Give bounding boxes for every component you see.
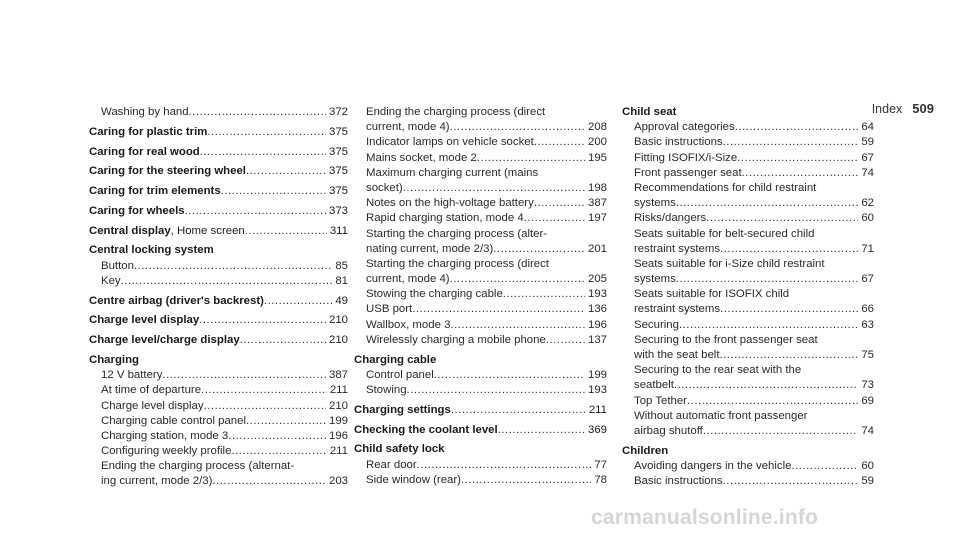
entry-label: Centre airbag (driver's backrest) bbox=[89, 294, 264, 307]
entry-label: 12 V battery bbox=[101, 369, 163, 382]
index-entry bbox=[89, 414, 348, 429]
index-heading bbox=[89, 204, 348, 219]
entry-page-number: 199 bbox=[328, 414, 348, 427]
entry-page-number: 62 bbox=[861, 197, 874, 210]
entry-label: Indicator lamps on vehicle socket bbox=[366, 136, 534, 149]
entry-page-number: 69 bbox=[861, 394, 874, 407]
index-heading bbox=[89, 243, 348, 258]
dot-leader bbox=[207, 125, 326, 140]
entry-label: Recommendations for child restraint bbox=[634, 181, 817, 194]
entry-page-number: 387 bbox=[328, 369, 348, 382]
entry-label: Side window (rear) bbox=[366, 473, 461, 486]
dot-leader bbox=[676, 196, 859, 211]
index-column-1 bbox=[89, 105, 348, 490]
dot-leader bbox=[264, 294, 332, 309]
entry-label: seatbelt bbox=[634, 379, 674, 392]
page-header bbox=[872, 101, 934, 116]
index-entry bbox=[354, 333, 607, 348]
entry-page-number: 81 bbox=[335, 274, 348, 287]
dot-leader bbox=[723, 474, 859, 489]
dot-leader bbox=[679, 318, 858, 333]
entry-page-number: 369 bbox=[587, 423, 607, 436]
entry-label: Charging cable control panel bbox=[101, 414, 247, 427]
index-entry bbox=[354, 181, 607, 196]
entry-page-number: 197 bbox=[587, 212, 607, 225]
index-entry bbox=[354, 166, 607, 181]
index-entry bbox=[89, 383, 348, 398]
index-entry bbox=[354, 227, 607, 242]
dot-leader bbox=[742, 166, 859, 181]
entry-label: Rapid charging station, mode 4 bbox=[366, 212, 524, 225]
entry-label: Charging cable bbox=[354, 353, 437, 366]
entry-label: Front passenger seat bbox=[634, 166, 742, 179]
dot-leader bbox=[246, 164, 326, 179]
entry-label: nating current, mode 2/3) bbox=[366, 242, 494, 255]
entry-label: Central locking system bbox=[89, 244, 214, 257]
index-entry bbox=[622, 348, 874, 363]
index-entry bbox=[354, 242, 607, 257]
dot-leader bbox=[185, 204, 326, 219]
entry-label: Securing to the front passenger seat bbox=[634, 333, 818, 346]
dot-leader bbox=[674, 378, 858, 393]
index-heading bbox=[89, 145, 348, 160]
entry-page-number: 67 bbox=[861, 151, 874, 164]
entry-label: Charging bbox=[89, 353, 139, 366]
entry-page-number: 201 bbox=[587, 242, 607, 255]
index-entry bbox=[89, 259, 348, 274]
entry-page-number: 211 bbox=[329, 384, 348, 397]
dot-leader bbox=[407, 383, 585, 398]
entry-page-number: 66 bbox=[861, 303, 874, 316]
dot-leader bbox=[450, 272, 585, 287]
dot-leader bbox=[498, 423, 585, 438]
entry-label: Caring for wheels bbox=[89, 204, 185, 217]
index-entry bbox=[622, 135, 874, 150]
index-entry bbox=[622, 459, 874, 474]
entry-page-number: 210 bbox=[328, 334, 348, 347]
index-entry bbox=[622, 211, 874, 226]
dot-leader bbox=[200, 145, 326, 160]
dot-leader bbox=[231, 444, 326, 459]
entry-page-number: 74 bbox=[861, 166, 874, 179]
entry-label: Charging station, mode 3 bbox=[101, 429, 229, 442]
dot-leader bbox=[503, 287, 585, 302]
entry-label: Charge level display bbox=[89, 314, 200, 327]
entry-label: Wallbox, mode 3 bbox=[366, 318, 451, 331]
dot-leader bbox=[719, 348, 858, 363]
index-entry bbox=[89, 399, 348, 414]
dot-leader bbox=[417, 458, 592, 473]
entry-label: systems bbox=[634, 197, 676, 210]
dot-leader bbox=[403, 181, 585, 196]
entry-label: Button bbox=[101, 259, 134, 272]
entry-label: Starting the charging process (alter- bbox=[366, 227, 548, 240]
entry-page-number: 210 bbox=[328, 399, 348, 412]
dot-leader bbox=[199, 313, 326, 328]
entry-page-number: 200 bbox=[587, 136, 607, 149]
entry-page-number: 59 bbox=[861, 475, 874, 488]
watermark: carmanualsonline.info bbox=[591, 506, 819, 529]
index-heading bbox=[89, 125, 348, 140]
entry-label: Stowing bbox=[366, 383, 407, 396]
entry-page-number: 375 bbox=[328, 185, 348, 198]
index-entry bbox=[354, 383, 607, 398]
dot-leader bbox=[546, 333, 585, 348]
entry-label: Seats suitable for ISOFIX child bbox=[634, 288, 790, 301]
dot-leader bbox=[134, 259, 332, 274]
index-entry bbox=[89, 474, 348, 489]
entry-label: Basic instructions bbox=[634, 475, 723, 488]
entry-label: restraint systems bbox=[634, 303, 721, 316]
entry-label: Notes on the high-voltage battery bbox=[366, 197, 534, 210]
index-entry bbox=[354, 287, 607, 302]
dot-leader bbox=[737, 151, 858, 166]
dot-leader bbox=[676, 272, 859, 287]
index-entry bbox=[89, 274, 348, 289]
entry-label: Child seat bbox=[622, 106, 677, 118]
dot-leader bbox=[246, 414, 326, 429]
dot-leader bbox=[534, 196, 585, 211]
entry-page-number: 64 bbox=[861, 121, 874, 134]
dot-leader bbox=[735, 120, 859, 135]
index-entry bbox=[622, 181, 874, 196]
index-entry bbox=[354, 120, 607, 135]
dot-leader bbox=[221, 184, 326, 199]
entry-label: Mains socket, mode 2 bbox=[366, 151, 477, 164]
index-entry bbox=[89, 459, 348, 474]
index-heading bbox=[89, 164, 348, 179]
entry-label: ing current, mode 2/3) bbox=[101, 475, 213, 488]
dot-leader bbox=[245, 224, 327, 239]
entry-page-number: 375 bbox=[328, 125, 348, 138]
index-entry bbox=[354, 473, 607, 488]
entry-page-number: 387 bbox=[587, 197, 607, 210]
entry-label: Central display, Home screen bbox=[89, 224, 245, 237]
index-entry bbox=[354, 105, 607, 120]
index-column-3 bbox=[622, 105, 874, 489]
index-heading bbox=[354, 353, 607, 368]
entry-page-number: 59 bbox=[861, 136, 874, 149]
index-entry bbox=[354, 368, 607, 383]
index-entry bbox=[89, 105, 348, 120]
entry-label: Risks/dangers bbox=[634, 212, 707, 225]
entry-label: Seats suitable for belt-secured child bbox=[634, 227, 815, 240]
page-number: 509 bbox=[912, 101, 934, 116]
index-entry bbox=[622, 196, 874, 211]
entry-label: Ending the charging process (alternat- bbox=[101, 460, 295, 473]
index-heading bbox=[89, 353, 348, 368]
entry-label: USB port bbox=[366, 303, 413, 316]
entry-label: Without automatic front passenger bbox=[634, 409, 808, 422]
entry-label: Fitting ISOFIX/i-Size bbox=[634, 151, 738, 164]
entry-label: Charge level display bbox=[101, 399, 204, 412]
entry-page-number: 375 bbox=[328, 145, 348, 158]
entry-label: current, mode 4) bbox=[366, 273, 450, 286]
entry-page-number: 77 bbox=[594, 458, 607, 471]
index-entry bbox=[622, 272, 874, 287]
index-entry bbox=[354, 151, 607, 166]
dot-leader bbox=[189, 105, 326, 120]
index-entry bbox=[622, 378, 874, 393]
entry-label: Charge level/charge display bbox=[89, 334, 240, 347]
entry-label: airbag shutoff bbox=[634, 424, 703, 437]
index-entry bbox=[354, 211, 607, 226]
entry-page-number: 75 bbox=[861, 349, 874, 361]
index-entry bbox=[622, 242, 874, 257]
entry-label: Caring for real wood bbox=[89, 145, 200, 158]
entry-page-number: 85 bbox=[335, 259, 348, 272]
entry-page-number: 311 bbox=[329, 224, 348, 237]
entry-page-number: 196 bbox=[328, 429, 348, 442]
entry-label: current, mode 4) bbox=[366, 121, 450, 134]
dot-leader bbox=[534, 135, 585, 150]
entry-label: Washing by hand bbox=[101, 106, 189, 118]
dot-leader bbox=[720, 242, 858, 257]
entry-label: Ending the charging process (direct bbox=[366, 106, 546, 118]
index-entry bbox=[354, 196, 607, 211]
entry-page-number: 211 bbox=[329, 445, 348, 458]
entry-page-number: 198 bbox=[587, 181, 607, 194]
index-heading bbox=[622, 105, 874, 120]
dot-leader bbox=[240, 333, 326, 348]
index-entry bbox=[354, 257, 607, 272]
entry-page-number: 60 bbox=[861, 212, 874, 225]
entry-label: socket) bbox=[366, 181, 403, 194]
index-entry bbox=[622, 227, 874, 242]
index-heading bbox=[89, 184, 348, 199]
dot-leader bbox=[412, 302, 585, 317]
header-label: Index bbox=[871, 102, 903, 116]
entry-page-number: 136 bbox=[587, 303, 607, 316]
index-entry bbox=[354, 458, 607, 473]
index-heading bbox=[89, 294, 348, 309]
entry-label: Configuring weekly profile bbox=[101, 445, 232, 458]
index-heading bbox=[89, 313, 348, 328]
index-entry bbox=[622, 287, 874, 302]
entry-label: At time of departure bbox=[101, 384, 202, 397]
dot-leader bbox=[228, 429, 326, 444]
entry-page-number: 74 bbox=[861, 424, 874, 437]
dot-leader bbox=[791, 459, 858, 474]
entry-page-number: 195 bbox=[587, 151, 607, 164]
entry-label: Charging settings bbox=[354, 403, 451, 416]
index-entry bbox=[622, 333, 874, 348]
index-entry bbox=[622, 409, 874, 424]
dot-leader bbox=[162, 368, 326, 383]
index-entry bbox=[622, 424, 874, 439]
dot-leader bbox=[706, 211, 858, 226]
index-entry bbox=[622, 363, 874, 378]
entry-page-number: 211 bbox=[588, 403, 607, 416]
entry-page-number: 63 bbox=[861, 318, 874, 331]
index-entry bbox=[622, 394, 874, 409]
entry-label: Starting the charging process (direct bbox=[366, 257, 549, 270]
entry-page-number: 203 bbox=[328, 475, 348, 488]
entry-page-number: 210 bbox=[328, 314, 348, 327]
entry-label: Securing bbox=[634, 318, 679, 331]
entry-label: Top Tether bbox=[634, 394, 687, 407]
index-entry bbox=[354, 318, 607, 333]
index-entry bbox=[354, 272, 607, 287]
entry-label: with the seat belt bbox=[634, 349, 720, 361]
entry-page-number: 49 bbox=[335, 294, 348, 307]
index-heading bbox=[622, 444, 874, 459]
dot-leader bbox=[720, 302, 858, 317]
dot-leader bbox=[201, 383, 327, 398]
entry-label: Seats suitable for i-Size child restraint bbox=[634, 257, 825, 270]
entry-label: Children bbox=[622, 444, 669, 457]
index-heading bbox=[354, 403, 607, 418]
entry-page-number: 196 bbox=[587, 318, 607, 331]
entry-page-number: 208 bbox=[587, 121, 607, 134]
dot-leader bbox=[493, 242, 585, 257]
dot-leader bbox=[477, 151, 585, 166]
dot-leader bbox=[524, 211, 585, 226]
dot-leader bbox=[212, 474, 326, 489]
entry-page-number: 73 bbox=[861, 379, 874, 392]
index-heading bbox=[354, 423, 607, 438]
index-column-2 bbox=[354, 105, 607, 488]
index-entry bbox=[89, 444, 348, 459]
entry-page-number: 60 bbox=[861, 459, 874, 472]
index-heading bbox=[89, 224, 348, 239]
entry-label: Securing to the rear seat with the bbox=[634, 364, 802, 377]
index-entry bbox=[622, 166, 874, 181]
dot-leader bbox=[451, 403, 586, 418]
entry-label: Stowing the charging cable bbox=[366, 288, 503, 301]
dot-leader bbox=[687, 394, 858, 409]
dot-leader bbox=[434, 368, 585, 383]
dot-leader bbox=[121, 274, 333, 289]
entry-label: Rear door bbox=[366, 458, 417, 471]
dot-leader bbox=[723, 135, 859, 150]
entry-page-number: 205 bbox=[587, 273, 607, 286]
index-entry bbox=[354, 302, 607, 317]
index-entry bbox=[89, 368, 348, 383]
entry-page-number: 78 bbox=[594, 473, 607, 486]
entry-label: Approval categories bbox=[634, 121, 735, 134]
index-entry bbox=[89, 429, 348, 444]
entry-label: Caring for trim elements bbox=[89, 185, 221, 198]
entry-label: Maximum charging current (mains bbox=[366, 166, 539, 179]
entry-label: Wirelessly charging a mobile phone bbox=[366, 333, 546, 346]
entry-page-number: 193 bbox=[587, 383, 607, 396]
index-entry bbox=[622, 302, 874, 317]
entry-page-number: 373 bbox=[328, 204, 348, 217]
entry-label: Avoiding dangers in the vehicle bbox=[634, 459, 792, 472]
entry-page-number: 372 bbox=[328, 106, 348, 118]
entry-page-number: 71 bbox=[861, 242, 874, 255]
entry-label: systems bbox=[634, 273, 676, 286]
index-entry bbox=[622, 318, 874, 333]
dot-leader bbox=[450, 120, 585, 135]
entry-page-number: 199 bbox=[587, 368, 607, 381]
index-entry bbox=[622, 151, 874, 166]
entry-label: Control panel bbox=[366, 368, 434, 381]
index-entry bbox=[622, 120, 874, 135]
entry-label: Child safety lock bbox=[354, 443, 445, 456]
dot-leader bbox=[204, 399, 326, 414]
dot-leader bbox=[461, 473, 591, 488]
entry-sublabel: , Home screen bbox=[170, 224, 245, 237]
dot-leader bbox=[703, 424, 859, 439]
entry-page-number: 193 bbox=[587, 288, 607, 301]
index-entry bbox=[354, 135, 607, 150]
index-entry bbox=[622, 474, 874, 489]
entry-label: Caring for plastic trim bbox=[89, 125, 208, 138]
entry-label: Basic instructions bbox=[634, 136, 723, 149]
entry-label: Key bbox=[101, 274, 121, 287]
entry-page-number: 67 bbox=[861, 273, 874, 286]
index-heading bbox=[89, 333, 348, 348]
entry-page-number: 375 bbox=[328, 165, 348, 178]
entry-label: Checking the coolant level bbox=[354, 423, 498, 436]
index-entry bbox=[622, 257, 874, 272]
index-heading bbox=[354, 442, 607, 457]
dot-leader bbox=[450, 318, 585, 333]
entry-page-number: 137 bbox=[587, 333, 607, 346]
entry-label: Caring for the steering wheel bbox=[89, 165, 246, 178]
entry-label: restraint systems bbox=[634, 242, 721, 255]
